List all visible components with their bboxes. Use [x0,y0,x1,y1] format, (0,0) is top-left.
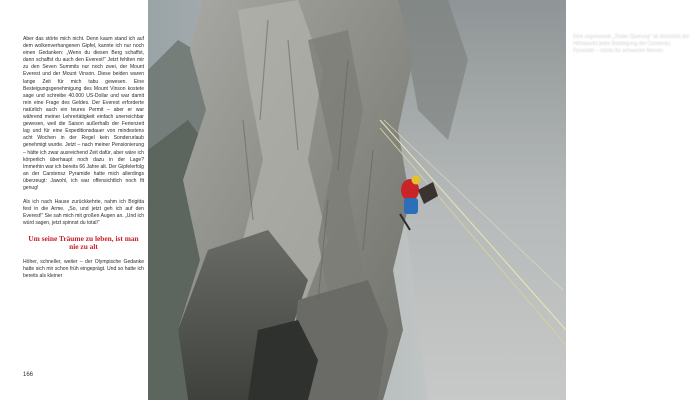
climbing-photo [148,0,690,400]
chapter-subheading: Um seine Träume zu leben, ist man nie zu alt [28,233,139,252]
page-number: 166 [23,372,34,378]
body-paragraph: Aber das störte mich nicht. Denn kaum stand ich auf dem wolkenverhangenen Gipfel, kannte ich nur noch einen Gedanken: „Wenn du diesen Berg schaffst, dann schaffst du auch den Everest!“ Jetzt fehlten mir zu den Seven Summits nur noch zwei, der Mount Everest und der Mount Vinson. Diese beiden waren lange Zeit für mich tabu gewesen. Eine Besteigungsgenehmigung des Mount Vinson kostete sage und schreibe 40.000 US-Dollar und war damit rein eine Frage des Geldes. Der Everest erforderte natürlich auch ein teures Permit – aber er war während meiner Lehrertätigkeit einfach unerreichbar gewesen, weil die Saison außerhalb der Ferienzeit lag und für eine Expeditionsdauer von mindestens acht Wochen in der Regel kein Sonderurlaub genehmigt wurde. Jetzt – nach meiner Pensionierung – hätte ich zwar ausreichend Zeit dafür, aber wäre ich körperlich überhaupt noch dazu in der Lage? Immerhin war ich bereits 66 Jahre alt. Der Gipfelerfolg an der Carstensz Pyramide hatte mich allerdings überzeugt: Jawohl, ich war offensichtlich noch fit genug! [23,36,144,191]
photo-caption: Eine sogenannte „Tiroler Querung“ ist sicherlich der Höhepunkt jeder Besteigung der Carstensz Pyramide – nichts für schwache Nerven. [573,34,690,54]
body-paragraph: Als ich nach Hause zurückkehrte, nahm ich Brigitta fest in die Arme. „So, und jetzt geh ich auf den Everest!“ Sie sah mich mit großen Augen an. „Und ich würd sagen, jetzt spinnst du total!“ [23,199,144,227]
body-paragraph: Höher, schneller, weiter – der Olympische Gedanke hatte sich mir schon früh eingeprägt. Und so hatte ich bereits als kleiner [23,258,144,279]
text-column [0,0,148,400]
